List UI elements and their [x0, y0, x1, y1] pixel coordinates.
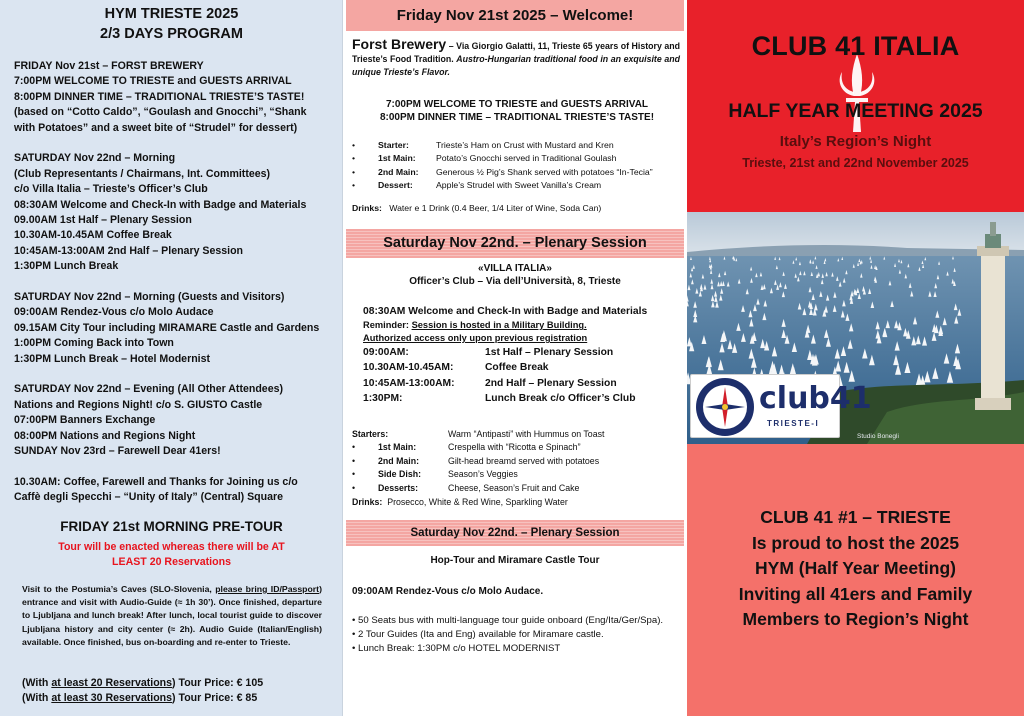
- villa-italia-heading: [344, 262, 686, 288]
- program-line: 08:00PM Nations and Regions Night: [14, 429, 196, 442]
- program-line: 1:30PM Lunch Break – Hotel Modernist: [14, 352, 211, 365]
- reminder-line: Reminder: Session is hosted in a Military Building.: [363, 320, 587, 331]
- regions-night-subtitle: Italy’s Region’s Night: [779, 133, 932, 150]
- cover-column: [687, 0, 1024, 716]
- friday-banner: Friday Nov 21st 2025 – Welcome!: [346, 0, 684, 31]
- friday-time-dinner: 8:00PM DINNER TIME – TRADITIONAL TRIESTE’S TASTE!: [379, 112, 655, 123]
- forst-brewery-description: [352, 38, 680, 80]
- program-line: 08:30AM Welcome and Check-In with Badge and Materials: [14, 198, 307, 211]
- forst-address: – Via Giorgio Galatti, 11, Trieste 65 years of History and Trieste’s Food Tradition.: [352, 41, 680, 65]
- meeting-title: HALF YEAR MEETING 2025: [728, 100, 983, 122]
- forst-name: Forst Brewery: [352, 36, 447, 52]
- program-line: c/o Villa Italia – Trieste’s Officer’s Club: [14, 183, 208, 196]
- hop-tour-title: Hop-Tour and Miramare Castle Tour: [430, 555, 600, 566]
- host-message: [703, 505, 1008, 633]
- program-line: SUNDAY Nov 23rd – Farewell Dear 41ers!: [14, 445, 221, 458]
- schedule-row: 10:45AM-13:00AM: 2nd Half – Plenary Session: [363, 377, 617, 389]
- program-line: (Club Representants / Chairmans, Int. Committees): [14, 167, 271, 180]
- villa-name: «VILLA ITALIA»: [478, 263, 552, 274]
- program-gap: [14, 275, 336, 290]
- saturday-schedule: [363, 304, 679, 406]
- program-gap: [14, 136, 336, 151]
- friday-time-welcome: 7:00PM WELCOME TO TRIESTE and GUESTS ARRIVAL: [385, 99, 649, 110]
- visit-text-b: ) entrance and visit with Audio-Guide (≈ 1h 30’). Once finished, departure to Ljubljana and lunch break! After lunch, local tourist guide to discover Ljubljana history and city center (≈ 2h). Audio Guide (Italian/English) available. Once finished, bus on-boarding and re-enter to Trieste.: [22, 584, 322, 647]
- pretour-warning: Tour will be enacted whereas there will be AT LEAST 20 Reservations: [58, 541, 285, 568]
- menu-item: • 1st Main: Potato’s Gnocchi served in Traditional Goulash: [352, 153, 617, 164]
- program-line: 8:00PM DINNER TIME – TRADITIONAL TRIESTE’S TASTE!: [14, 90, 305, 103]
- tour-bullet: • 50 Seats bus with multi-language tour guide onboard (Eng/Ita/Ger/Spa).: [352, 615, 664, 626]
- program-line: 10.30AM-10.45AM Coffee Break: [14, 229, 172, 242]
- compass-emblem-icon: [694, 376, 756, 438]
- pretour-title: FRIDAY 21st MORNING PRE-TOUR: [60, 519, 283, 534]
- menu-item: • Dessert: Apple’s Strudel with Sweet Vanilla’s Cream: [352, 180, 602, 191]
- host-line: Members to Region’s Night: [742, 609, 969, 629]
- program-line: 09:00AM Rendez-Vous c/o Molo Audace: [14, 306, 214, 319]
- welcome-line: 08:30AM Welcome and Check-In with Badge and Materials: [363, 306, 648, 317]
- club41-trieste-logo: [690, 374, 872, 438]
- price-line-1: (With at least 20 Reservations) Tour Price: € 105: [22, 677, 264, 689]
- program-line: FRIDAY Nov 21st – FORST BREWERY: [14, 60, 204, 72]
- tour-bullet: • Lunch Break: 1:30PM c/o HOTEL MODERNIST: [352, 643, 561, 655]
- program-line: 09.15AM City Tour including MIRAMARE Castle and Gardens: [14, 321, 320, 334]
- program-line: 07:00PM Banners Exchange: [14, 414, 156, 427]
- price-line-2: (With at least 30 Reservations) Tour Price: € 85: [22, 692, 258, 705]
- schedule-row: 10.30AM-10.45AM: Coffee Break: [363, 362, 549, 374]
- club-title: CLUB 41 ITALIA: [751, 31, 960, 61]
- menu-item: • 2nd Main: Generous ½ Pig’s Shank served with potatoes “In-Tecia”: [352, 166, 653, 177]
- program-line: SATURDAY Nov 22nd – Morning: [14, 152, 176, 165]
- program-gap: [14, 460, 336, 475]
- program-line: with Potatoes” and a sweet bite of “Strudel” for dessert): [14, 121, 298, 134]
- program-line: 1:30PM Lunch Break: [14, 260, 119, 273]
- program-line: SATURDAY Nov 22nd – Evening (All Other Attendees): [14, 383, 284, 396]
- program-gap: [14, 367, 336, 382]
- logo-wordmark: club41: [759, 381, 872, 416]
- saturday-drinks: Drinks: Prosecco, White & Red Wine, Sparkling Water: [352, 497, 568, 507]
- host-line: CLUB 41 #1 – TRIESTE: [760, 507, 951, 527]
- program-line: 1:00PM Coming Back into Town: [14, 337, 174, 350]
- menu-item: • 1st Main: Crespella with “Ricotta e Spinach”: [352, 442, 581, 453]
- logo-subtitle: TRIESTE-I: [767, 419, 820, 428]
- pretour-prices: [22, 676, 322, 707]
- host-line: HYM (Half Year Meeting): [755, 558, 956, 578]
- program-line: Caffè degli Specchi – “Unity of Italy” (Central) Square: [14, 491, 284, 504]
- program-line: 09.00AM 1st Half – Plenary Session: [14, 214, 192, 227]
- friday-menu: [352, 139, 682, 193]
- visit-text-a: Visit to the Postumia’s Caves (SLO-Slovenia,: [22, 584, 216, 594]
- tour-bullet: • 2 Tour Guides (Ita and Eng) available for Miramare castle.: [352, 629, 604, 641]
- forst-tagline: Austro-Hungarian traditional food in an exquisite and unique Trieste’s Flavor.: [352, 54, 680, 78]
- program-column: [0, 0, 343, 716]
- program-title: HYM TRIESTE 2025: [104, 6, 239, 22]
- visit-text-passport: please bring ID/Passport: [215, 584, 320, 594]
- menu-item: • Side Dish: Season’s Veggies: [352, 469, 518, 480]
- menu-item: • Desserts: Cheese, Season’s Fruit and Cake: [352, 482, 580, 493]
- photo-credit: Studio Bonegli: [857, 433, 899, 440]
- menu-item: • 2nd Main: Gilt-head breamd served with potatoes: [352, 455, 600, 466]
- starters-row: Starters: Warm “Antipasti” with Hummus on Toast: [352, 429, 605, 439]
- menu-item: • Starter: Trieste’s Ham on Crust with Mustard and Kren: [352, 140, 614, 150]
- saturday-banner: Saturday Nov 22nd. – Plenary Session: [346, 229, 684, 258]
- pretour-description: [22, 583, 322, 649]
- program-line: (based on “Cotto Caldo”, “Goulash and Gnocchi”, “Shank: [14, 106, 307, 119]
- reminder-line-2: Authorized access only upon previous registration: [363, 333, 588, 344]
- saturday-menu: [352, 428, 682, 495]
- program-line: 7:00PM WELCOME TO TRIESTE and GUESTS ARRIVAL: [14, 75, 292, 88]
- program-line: Nations and Regions Night! c/o S. GIUSTO Castle: [14, 398, 263, 411]
- host-line: Is proud to host the 2025: [751, 532, 960, 553]
- program-line: 10.30AM: Coffee, Farewell and Thanks for Joining us c/o: [14, 475, 298, 488]
- schedule-list: [363, 345, 679, 406]
- friday-times: [352, 98, 682, 124]
- schedule-row: 09:00AM: 1st Half – Plenary Session: [363, 347, 614, 359]
- friday-drinks: Drinks: Water e 1 Drink (0.4 Beer, 1/4 Liter of Wine, Soda Can): [352, 203, 602, 213]
- tour-bullets: [352, 614, 677, 657]
- program-subtitle: 2/3 DAYS PROGRAM: [100, 26, 243, 42]
- program-line: 10:45AM-13:00AM 2nd Half – Plenary Session: [14, 244, 244, 257]
- event-date: Trieste, 21st and 22nd November 2025: [742, 156, 969, 170]
- villa-address: Officer’s Club – Via dell’Università, 8, Trieste: [409, 276, 621, 287]
- program-list: [14, 59, 336, 506]
- tour-banner: Saturday Nov 22nd. – Plenary Session: [346, 520, 684, 546]
- program-line: SATURDAY Nov 22nd – Morning (Guests and Visitors): [14, 291, 285, 304]
- schedule-row: 1:30PM: Lunch Break c/o Officer’s Club: [363, 392, 636, 404]
- host-line: Inviting all 41ers and Family: [738, 583, 973, 604]
- details-column: [344, 0, 686, 716]
- rendez-vous-line: 09:00AM Rendez-Vous c/o Molo Audace.: [352, 586, 544, 597]
